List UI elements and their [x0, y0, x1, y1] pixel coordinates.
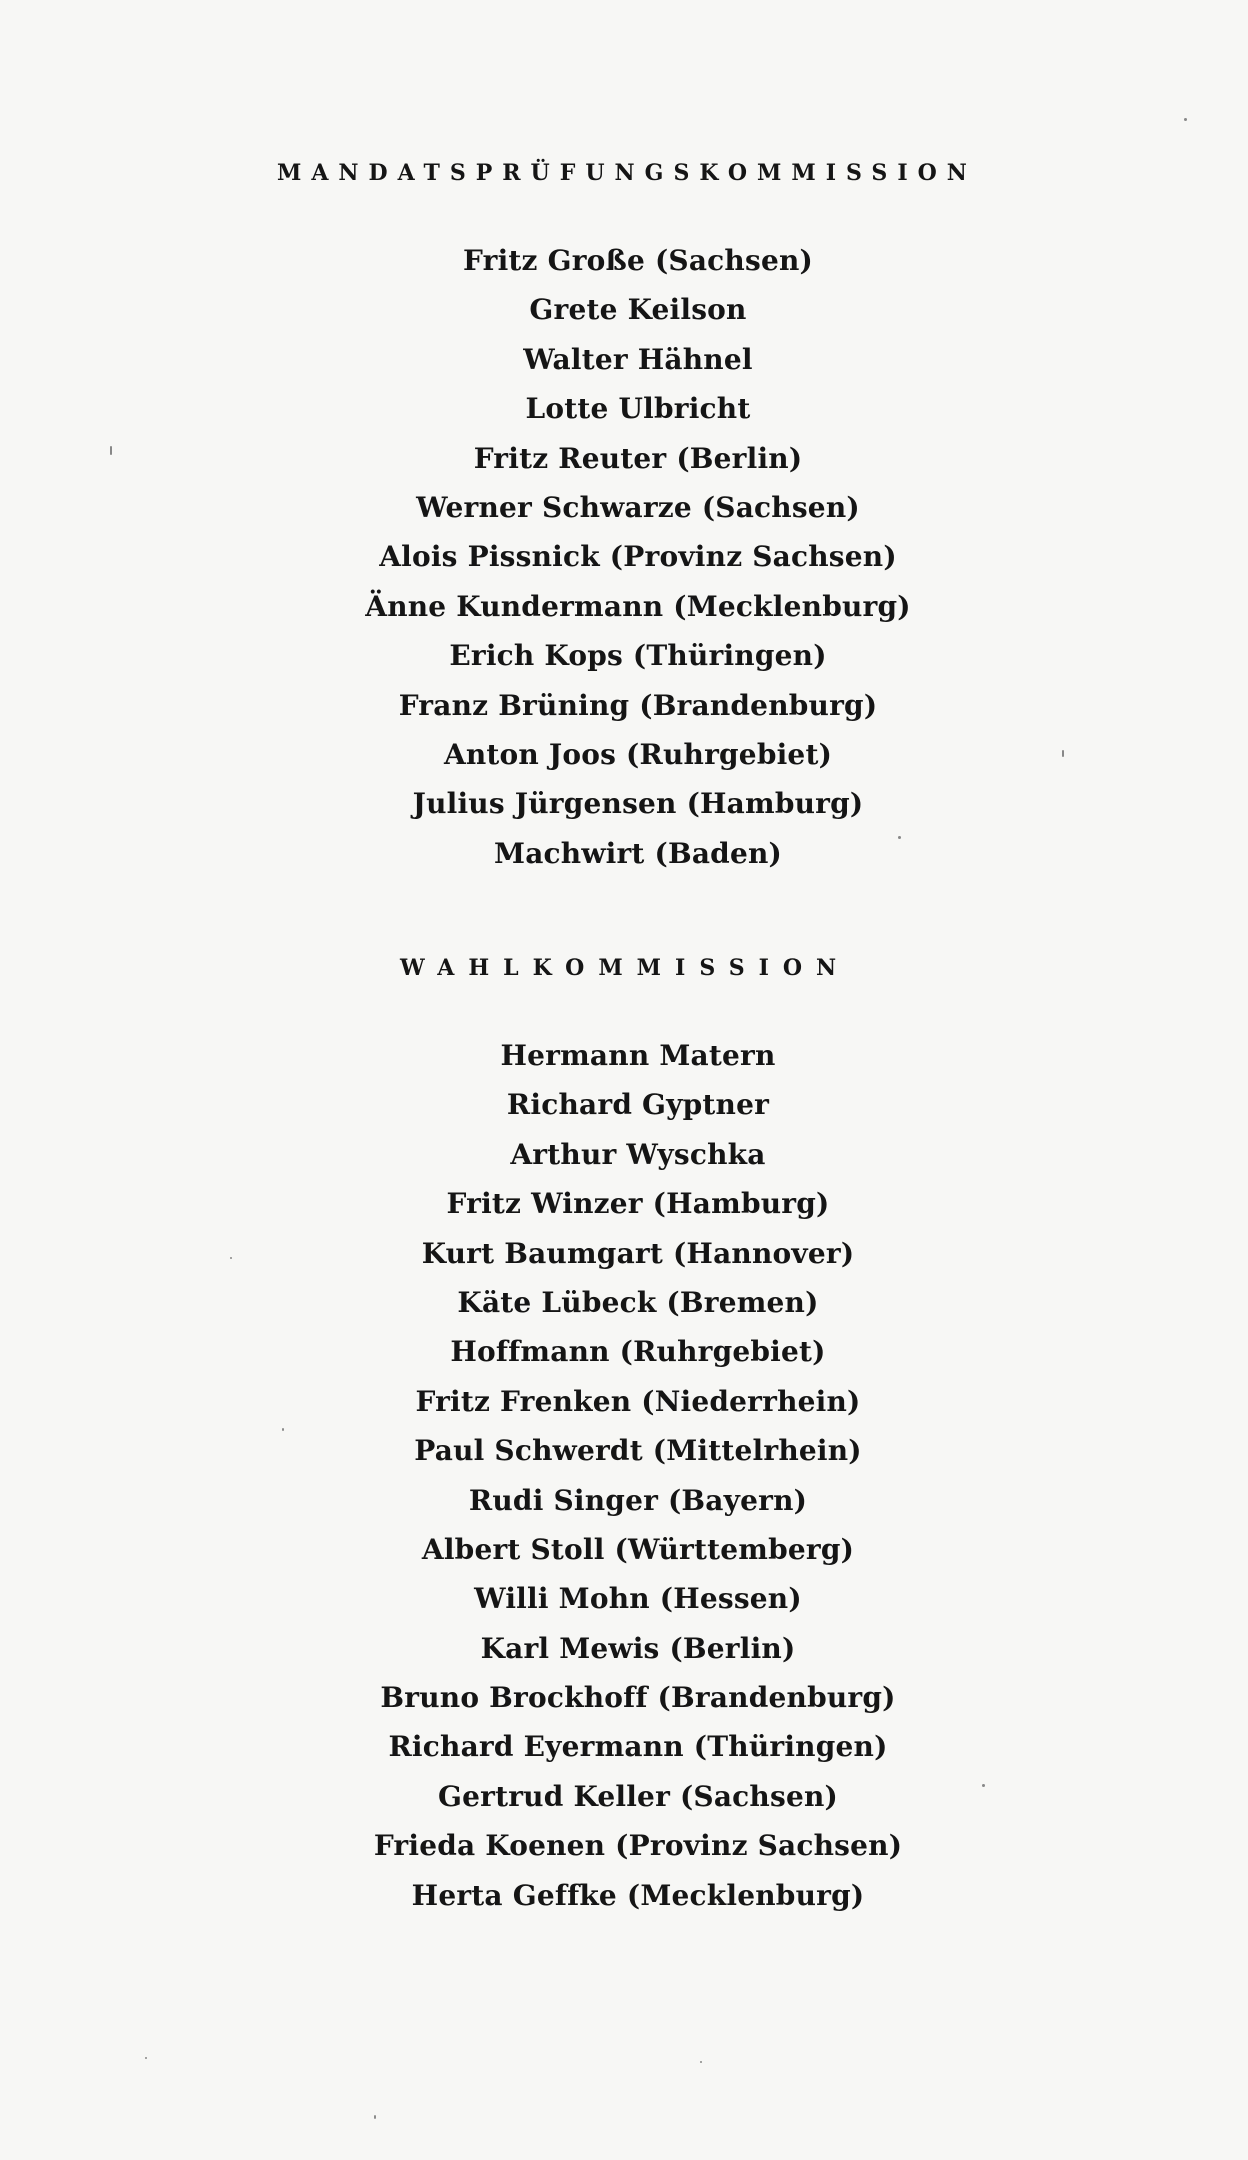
- mandatspruefungskommission-heading: MANDATSPRÜFUNGSKOMMISSION: [277, 160, 977, 186]
- member-name: Machwirt (Baden): [494, 836, 782, 870]
- mandatspruefungskommission-member-list: [0, 236, 1248, 878]
- member-name: Gertrud Keller (Sachsen): [438, 1779, 838, 1813]
- scan-speck: [1062, 750, 1064, 757]
- member-name: Änne Kundermann (Mecklenburg): [365, 589, 911, 623]
- member-name: Karl Mewis (Berlin): [480, 1631, 796, 1665]
- member-name: Willi Mohn (Hessen): [474, 1582, 802, 1616]
- member-name: Paul Schwerdt (Mittelrhein): [414, 1434, 862, 1468]
- member-name: Richard Gyptner: [506, 1088, 770, 1122]
- wahlkommission-member-list: [0, 1031, 1248, 1920]
- member-name: Werner Schwarze (Sachsen): [416, 490, 860, 524]
- member-name: Bruno Brockhoff (Brandenburg): [380, 1681, 896, 1715]
- member-name: Fritz Frenken (Niederrhein): [415, 1384, 861, 1418]
- member-name: Alois Pissnick (Provinz Sachsen): [379, 540, 897, 574]
- scan-speck: [145, 2057, 147, 2059]
- member-name: Richard Eyermann (Thüringen): [388, 1730, 888, 1764]
- member-name: Arthur Wyschka: [510, 1137, 766, 1171]
- member-name: Hoffmann (Ruhrgebiet): [450, 1335, 826, 1369]
- member-name: Grete Keilson: [529, 293, 747, 327]
- member-name: Julius Jürgensen (Hamburg): [412, 787, 864, 821]
- member-name: Fritz Winzer (Hamburg): [446, 1187, 830, 1221]
- member-name: Walter Hähnel: [523, 342, 753, 376]
- scan-speck: [374, 2115, 376, 2119]
- member-name: Frieda Koenen (Provinz Sachsen): [373, 1829, 903, 1863]
- member-name: Kurt Baumgart (Hannover): [421, 1236, 855, 1270]
- member-name: Rudi Singer (Bayern): [468, 1483, 808, 1517]
- scan-speck: [230, 1257, 232, 1259]
- member-name: Fritz Reuter (Berlin): [473, 441, 803, 475]
- wahlkommission-heading: WAHLKOMMISSION: [400, 955, 851, 981]
- member-name: Käte Lübeck (Bremen): [457, 1285, 819, 1319]
- member-name: Franz Brüning (Brandenburg): [398, 688, 878, 722]
- member-name: Albert Stoll (Württemberg): [421, 1532, 855, 1566]
- scan-speck: [898, 836, 901, 839]
- member-name: Lotte Ulbricht: [525, 392, 751, 426]
- member-name: Erich Kops (Thüringen): [449, 639, 827, 673]
- member-name: Hermann Matern: [500, 1039, 776, 1072]
- member-name: Anton Joos (Ruhrgebiet): [443, 737, 833, 771]
- scan-speck: [1184, 118, 1187, 121]
- scan-speck: [282, 1428, 284, 1431]
- member-name: Herta Geffke (Mecklenburg): [411, 1878, 865, 1912]
- scan-speck: [110, 446, 112, 455]
- scan-speck: [700, 2061, 702, 2063]
- member-name: Fritz Große (Sachsen): [463, 244, 813, 277]
- scan-speck: [982, 1784, 985, 1787]
